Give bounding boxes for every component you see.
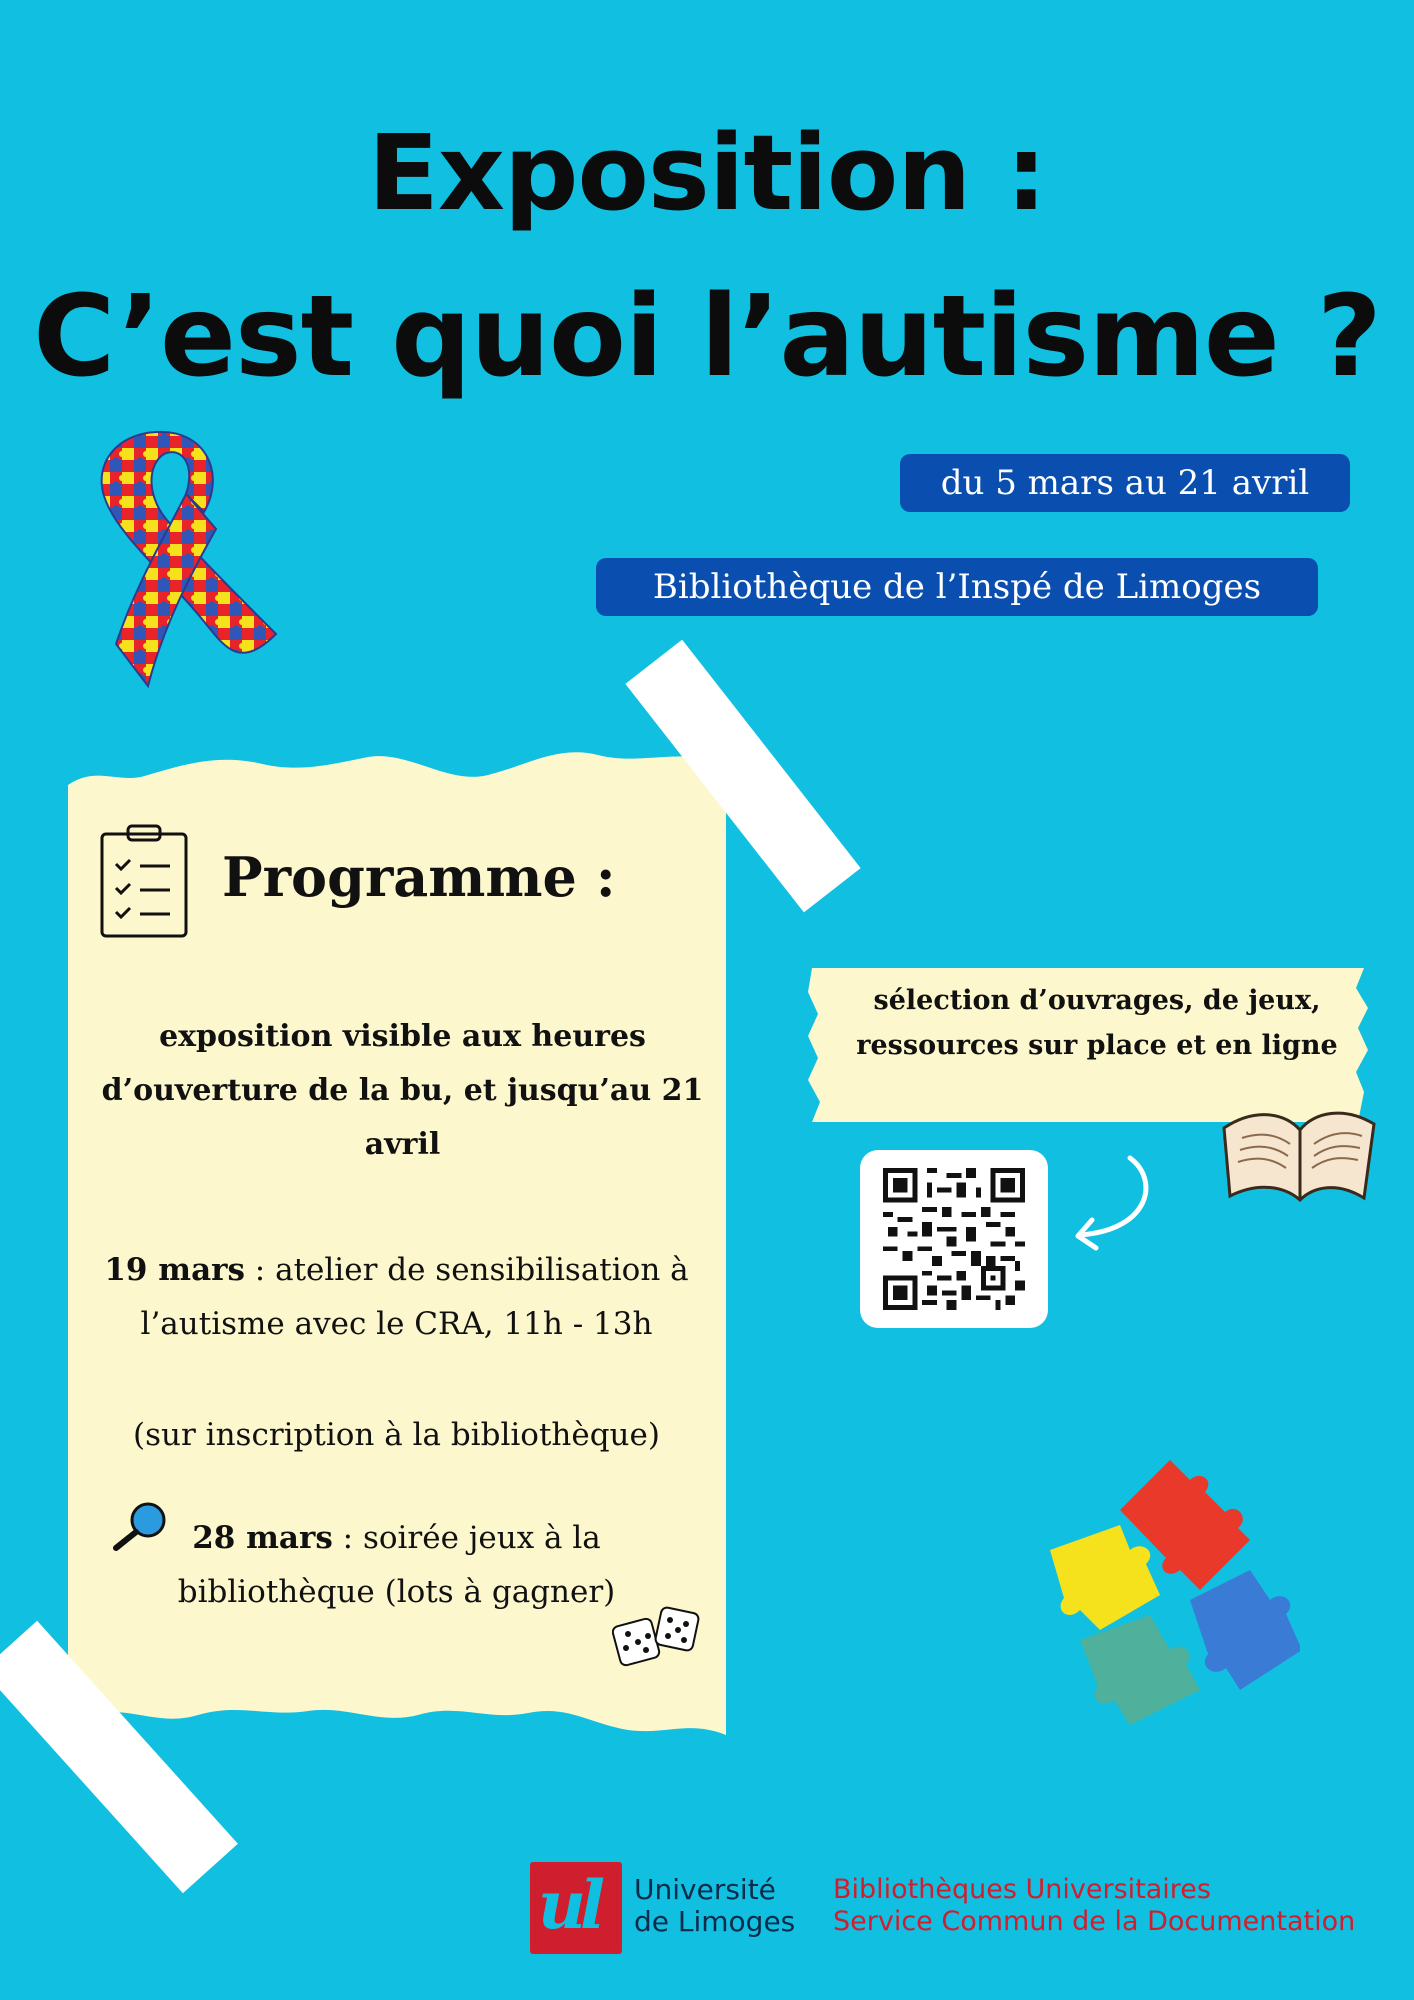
programme-item-exhibition: exposition visible aux heures d’ouverture de la bu, et jusqu’au 21 avril (101, 1019, 704, 1162)
footer-university-line2: de Limoges (634, 1905, 796, 1938)
open-book-icon (1214, 1088, 1384, 1208)
workshop-date: 19 mars (104, 1252, 245, 1288)
footer-university-line1: Université (634, 1873, 776, 1906)
universite-limoges-logo: ul (530, 1862, 622, 1954)
footer-university (634, 1874, 795, 1938)
workshop-text: : atelier de sensibilisation à l’autisme avec le CRA, 11h - 13h (140, 1252, 689, 1342)
programme-item-games-line2: bibliothèque (lots à gagner) (177, 1574, 616, 1610)
programme-heading: Programme : (222, 845, 616, 909)
checklist-clipboard-icon (98, 822, 190, 940)
curved-arrow-icon (1070, 1150, 1160, 1270)
footer-libraries-line2: Service Commun de la Documentation (833, 1906, 1356, 1937)
qr-code-icon (882, 1168, 1026, 1310)
programme-item-workshop (84, 1243, 709, 1351)
title-line-2: C’est quoi l’autisme ? (33, 272, 1381, 402)
games-text: : soirée jeux à la (332, 1520, 601, 1556)
programme-item-workshop-note: (sur inscription à la bibliothèque) (133, 1417, 660, 1453)
dice-icon (612, 1604, 704, 1670)
qr-code[interactable] (860, 1150, 1048, 1328)
programme-item-games (84, 1511, 709, 1565)
footer-libraries-line1: Bibliothèques Universitaires (833, 1874, 1211, 1905)
puzzle-pieces-icon (1040, 1440, 1300, 1740)
autism-ribbon-icon (86, 424, 286, 704)
footer-libraries (833, 1874, 1355, 1938)
title-line-1: Exposition : (367, 112, 1047, 234)
games-date: 28 mars (192, 1520, 333, 1556)
dates-badge: du 5 mars au 21 avril (900, 454, 1350, 512)
location-badge: Bibliothèque de l’Inspé de Limoges (596, 558, 1318, 616)
resources-text: sélection d’ouvrages, de jeux, ressources sur place et en ligne (856, 985, 1338, 1061)
